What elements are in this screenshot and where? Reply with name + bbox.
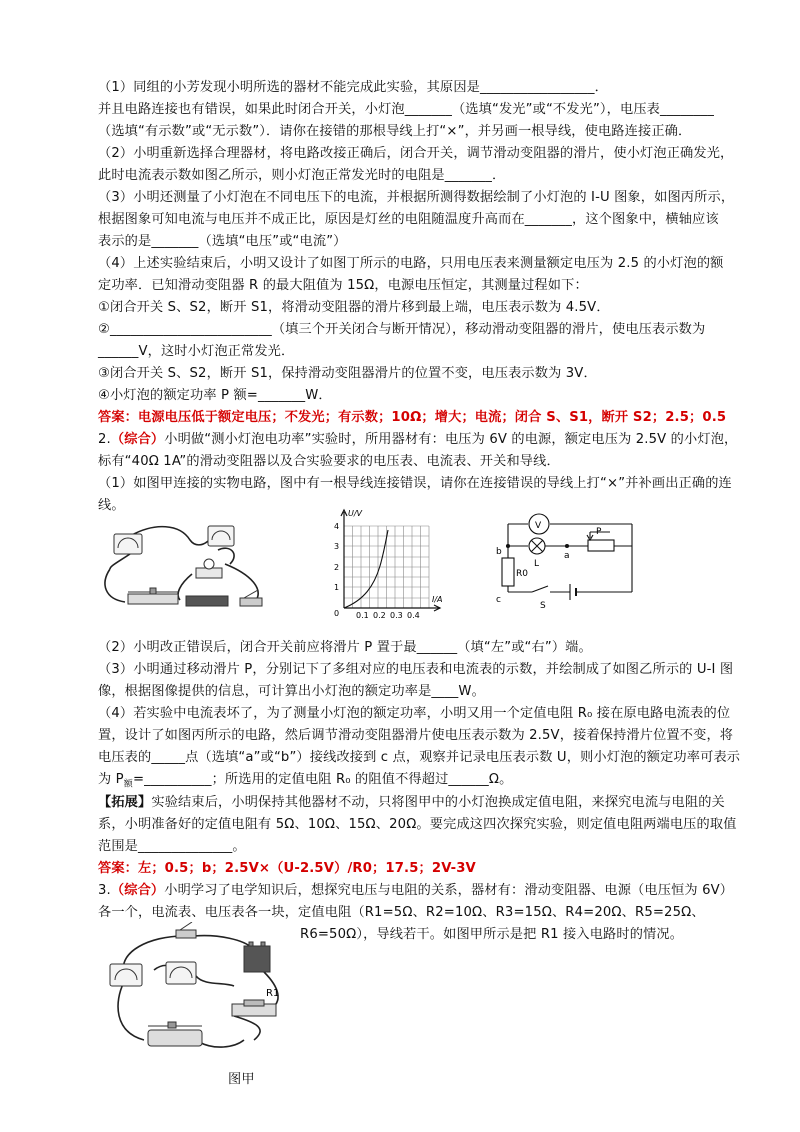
a-label: a — [564, 551, 570, 561]
y-tick-4: 4 — [334, 522, 340, 531]
q3-line2: 各一个，电流表、电压表各一块，定值电阻（R1=5Ω、R2=10Ω、R3=15Ω、R4=20Ω、R5=25Ω、 — [98, 905, 705, 920]
q1-part1-line2: 并且电路连接也有错误，如果此时闭合开关，小灯泡_______（选填“发光”或“不发光”），电压表________ — [98, 102, 714, 117]
q1-part3-line3: 表示的是_______（选填“电压”或“电流”） — [98, 234, 347, 249]
q3-line3: R6=50Ω），导线若干。如图甲所示是把 R1 接入电路时的情况。 — [300, 927, 684, 942]
q3-rheostat-device — [148, 1022, 202, 1046]
q2-part3-line2: 像，根据图像提供的信息，可计算出小灯泡的额定功率是____W。 — [98, 684, 485, 699]
q2-line1 — [98, 430, 778, 450]
x-axis-label: I/A — [432, 595, 443, 604]
physical-circuit-figure — [100, 514, 280, 614]
q3-line1 — [98, 881, 778, 901]
switch-symbol — [532, 586, 548, 592]
p-label: P — [596, 527, 602, 537]
q1-part2-line2: 此时电流表示数如图乙所示，则小灯泡正常发光时的电阻是_______． — [98, 168, 506, 183]
q1-part1-line1: （1）同组的小芳发现小明所选的器材不能完成此实验，其原因是_________________． — [98, 80, 608, 95]
ui-graph-figure — [322, 504, 457, 622]
s-label: S — [540, 601, 546, 611]
q2-answer: 答案：左；0.5；b；2.5V×（U-2.5V）/R0；17.5；2V-3V — [98, 861, 476, 876]
r0-resistor-symbol — [502, 558, 514, 586]
q2-part4-line4 — [98, 770, 778, 795]
q1-part4-line1: （4）上述实验结束后，小明又设计了如图丁所示的电路，只用电压表来测量额定电压为 2.5 的小灯泡的额 — [98, 256, 724, 271]
q2-part2: （2）小明改正错误后，闭合开关前应将滑片 P 置于最______（填“左”或“右”）端。 — [98, 640, 592, 655]
q2-extension-tag: 【拓展】 — [98, 795, 152, 810]
q2-part4-line3: 电压表的_____点（选填“a”或“b”）接线改接到 c 点，观察并记录电压表示数 U，则小灯泡的额定功率可表示 — [98, 750, 741, 765]
q1-step4: ④小灯泡的额定功率 P 额=_______W． — [98, 388, 332, 403]
q3-resistor-r1-device — [232, 1000, 276, 1016]
q1-step1: ①闭合开关 S、S2，断开 S1，将滑动变阻器的滑片移到最上端，电压表示数为 4.5V． — [98, 300, 610, 315]
y-tick-3: 3 — [334, 542, 340, 551]
x-tick-0.4: 0.4 — [407, 611, 420, 620]
q3-tag: （综合） — [110, 883, 165, 898]
q2-power-prefix: 为 P — [98, 772, 124, 787]
r0-label: R0 — [516, 569, 528, 579]
battery-device — [186, 596, 228, 606]
q3-intro: 小明学习了电学知识后，想探究电压与电阻的关系，器材有：滑动变阻器、电源（电压恒为 6V） — [164, 883, 734, 898]
q1-step2-line2: ______V，这时小灯泡正常发光． — [98, 344, 295, 359]
q2-power-rest: =__________；所选用的定值电阻 R₀ 的阻值不得超过______Ω。 — [132, 772, 513, 787]
q1-step3: ③闭合开关 S、S2，断开 S1，保持滑动变阻器滑片的位置不变，电压表示数为 3V． — [98, 366, 597, 381]
q1-part4-line2: 定功率．已知滑动变阻器 R 的最大阻值为 15Ω，电源电压恒定，其测量过程如下： — [98, 278, 588, 293]
q2-line2: 标有“40Ω 1A”的滑动变阻器以及合实验要求的电压表、电流表、开关和导线． — [98, 454, 560, 469]
q3-figure-caption: 图甲 — [228, 1072, 255, 1087]
q3-voltmeter-device — [166, 962, 196, 984]
q1-part1-line3: （选填“有示数”或“无示数”）．请你在接错的那根导线上打“×”，并另画一根导线，使电路连接正确． — [98, 124, 692, 139]
circuit-diagram-figure — [490, 510, 640, 620]
lamp-holder — [196, 559, 222, 578]
rheostat-device — [128, 588, 178, 604]
q2-number: 2. — [98, 432, 111, 447]
q2-part1-line1: （1）如图甲连接的实物电路，图中有一根导线连接错误，请你在连接错误的导线上打“×”并补画出正确的连 — [98, 476, 732, 491]
b-label: b — [496, 547, 502, 557]
x-tick-0.3: 0.3 — [390, 611, 403, 620]
q1-part2-line1: （2）小明重新选择合理器材，将电路改接正确后，闭合开关，调节滑动变阻器的滑片，使小灯泡正确发光， — [98, 146, 734, 161]
x-tick-0: 0 — [334, 609, 340, 618]
q2-extension-line1 — [98, 793, 778, 813]
q1-part3-line2: 根据图象可知电流与电压并不成正比，原因是灯丝的电阻随温度升高而在_______，这个图象中，横轴应该 — [98, 212, 719, 227]
y-tick-1: 1 — [334, 583, 340, 592]
voltmeter-device — [208, 526, 234, 546]
q2-power-subscript: 额 — [123, 779, 133, 790]
q3-number: 3. — [98, 883, 111, 898]
q2-part4-line2: 置，设计了如图丙所示的电路，然后调节滑动变阻器滑片使电压表示数为 2.5V，接着保持滑片位置不变，将 — [98, 728, 734, 743]
rheostat-symbol — [588, 540, 614, 551]
q2-extension-line2: 系，小明准备好的定值电阻有 5Ω、10Ω、15Ω、20Ω。要完成这四次探究实验，则定值电阻两端电压的取值 — [98, 817, 737, 832]
q2-intro: 小明做“测小灯泡电功率”实验时，所用器材有：电压为 6V 的电源，额定电压为 2.5V 的小灯泡， — [164, 432, 738, 447]
q2-extension-line3: 范围是______________。 — [98, 839, 246, 854]
q3-r1-label: R1 — [266, 988, 280, 999]
q3-ammeter-device — [110, 964, 142, 986]
q3-battery-device — [244, 942, 270, 972]
q2-tag: （综合） — [110, 432, 165, 447]
c-label: c — [496, 595, 501, 605]
q2-part4-line1: （4）若实验中电流表坏了，为了测量小灯泡的额定功率，小明又用一个定值电阻 R₀ 接在原电路电流表的位 — [98, 706, 731, 721]
x-tick-0.1: 0.1 — [356, 611, 369, 620]
q2-part3-line1: （3）小明通过移动滑片 P，分别记下了多组对应的电压表和电流表的示数，并绘制成了如图乙所示的 U-I 图 — [98, 662, 734, 677]
q2-part1-line2: 线。 — [98, 498, 125, 513]
l-label: L — [534, 559, 540, 569]
q1-answer: 答案：电源电压低于额定电压；不发光；有示数；10Ω；增大；电流；闭合 S、S1，断开 S2；2.5；0.5 — [98, 410, 727, 425]
curve-line — [344, 530, 388, 608]
q1-part3-line1: （3）小明还测量了小灯泡在不同电压下的电流，并根据所测得数据绘制了小灯泡的 I-U 图象，如图丙所示， — [98, 190, 735, 205]
q1-step2-line1: ②________________________（填三个开关闭合与断开情况），移动滑动变阻器的滑片，使电压表示数为 — [98, 322, 706, 337]
y-axis-label: U/V — [348, 509, 363, 518]
q3-switch-device — [176, 922, 196, 938]
q3-physical-circuit-figure — [104, 922, 304, 1062]
q2-extension-text: 实验结束后，小明保持其他器材不动，只将图甲中的小灯泡换成定值电阻，来探究电流与电阻的关 — [151, 795, 725, 810]
x-tick-0.2: 0.2 — [373, 611, 386, 620]
ammeter-device — [114, 534, 142, 554]
v-label: V — [535, 521, 542, 531]
y-tick-2: 2 — [334, 563, 340, 572]
